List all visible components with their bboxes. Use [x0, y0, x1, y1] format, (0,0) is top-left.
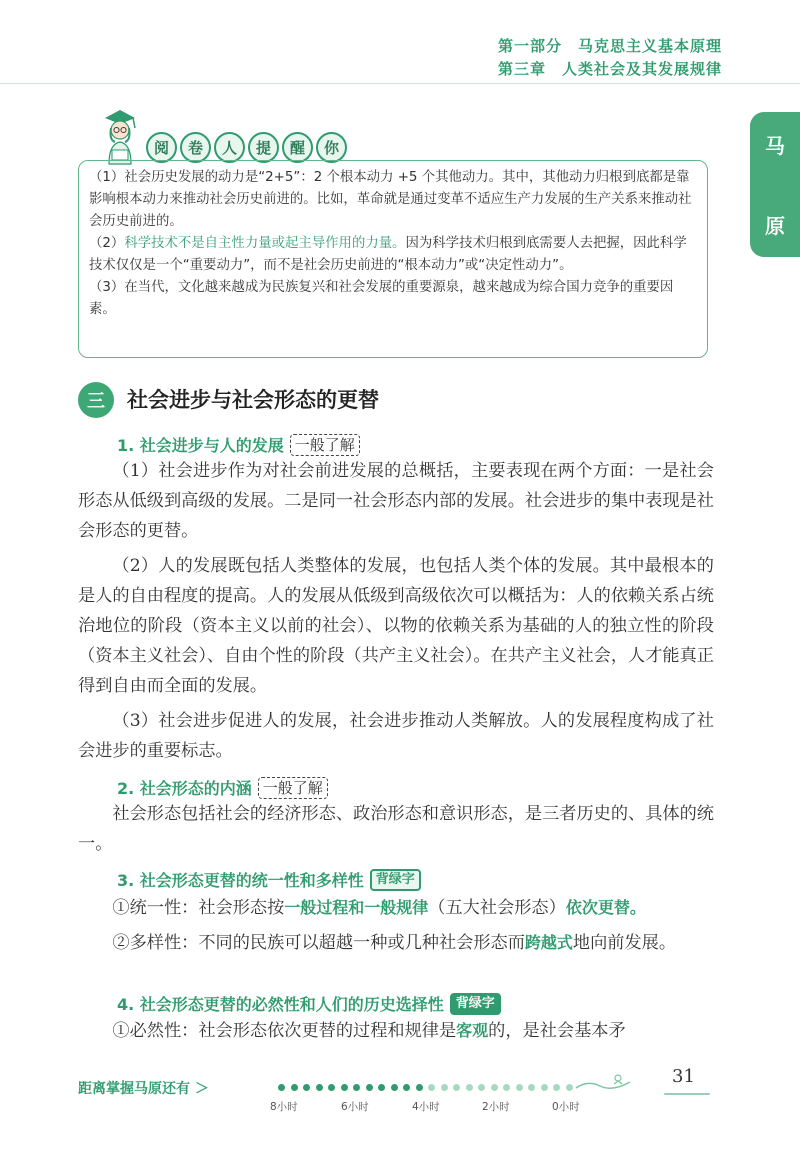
section-number-icon: 三: [78, 382, 114, 418]
reminder-title-char: 提: [248, 132, 279, 163]
progress-dot: [378, 1084, 385, 1091]
subsection-2-tag: 一般了解: [258, 777, 328, 799]
reminder-point-2-prefix: （2）: [89, 236, 125, 251]
progress-dot: [478, 1084, 485, 1091]
progress-dot: [341, 1084, 348, 1091]
side-tab-bottom: 原: [765, 214, 785, 238]
subsection-1-title: 1. 社会进步与人的发展: [117, 436, 284, 455]
text: （五大社会形态）: [428, 898, 566, 918]
subsection-1-heading: [117, 433, 360, 456]
progress-dot: [416, 1084, 423, 1091]
progress-label: 6小时: [341, 1101, 369, 1113]
subsection-4-heading: [117, 992, 501, 1015]
progress-dot: [453, 1084, 460, 1091]
subsection-4-body: [78, 1016, 714, 1046]
text: 的，是社会基本矛: [488, 1021, 626, 1041]
page-number-underline: [664, 1093, 710, 1095]
runner-icon: [574, 1070, 632, 1092]
reminder-title-char: 你: [316, 132, 347, 163]
subsection-1-tag: 一般了解: [290, 434, 360, 456]
progress-label: 4小时: [412, 1101, 440, 1113]
paragraph: （2）人的发展既包括人类整体的发展，也包括人类个体的发展。其中最根本的是人的自由程度的提高。人的发展从低级到高级依次可以概括为：人的依赖关系占统治地位的阶段（资本主义以前的社会）、以物的依赖关系为基础的人的独立性的阶段（资本主义社会）、自由个性的阶段（共产主义社会）。在共产主义社会，人才能真正得到自由而全面的发展。: [78, 556, 714, 696]
progress-dot: [303, 1084, 310, 1091]
progress-dot: [328, 1084, 335, 1091]
progress-dot: [553, 1084, 560, 1091]
progress-dot: [491, 1084, 498, 1091]
reminder-point-1: （1）社会历史发展的动力是“2+5”：2 个根本动力 +5 个其他动力。其中，其他动力归根到底都是靠影响根本动力来推动社会历史前进的。比如，革命就是通过变革不适应生产力发展的生产关系来推动社会历史前进的。: [89, 170, 692, 229]
progress-dot: [516, 1084, 523, 1091]
reminder-point-2-rest: 因为科学技术归根到底需要人去把握，因此科学技术仅仅是一个“重要动力”，而不是社会历史前进的“根本动力”或“决定性动力”。: [89, 236, 687, 273]
progress-label: 0小时: [552, 1101, 580, 1113]
subsection-3-tag: 背绿字: [370, 869, 421, 891]
text: ①统一性：社会形态按: [112, 898, 285, 918]
progress-dot: [316, 1084, 323, 1091]
reminder-title: [146, 132, 350, 163]
progress-dot: [441, 1084, 448, 1091]
progress-dot: [403, 1084, 410, 1091]
reminder-point-2-highlight: 科学技术不是自主性力量或起主导作用的力量。: [124, 236, 406, 251]
text: ②多样性：不同的民族可以超越一种或几种社会形态而: [112, 933, 525, 953]
teacher-mascot-icon: [97, 104, 143, 166]
progress-dot: [278, 1084, 285, 1091]
subsection-3-heading: [117, 868, 421, 891]
paragraph: [78, 928, 714, 958]
reminder-title-char: 醒: [282, 132, 313, 163]
paragraph: [78, 1016, 714, 1046]
text: ①必然性：社会形态依次更替的过程和规律是: [112, 1021, 457, 1041]
progress-dot: [541, 1084, 548, 1091]
keyword: 跨越式: [524, 933, 573, 952]
reminder-box: [78, 160, 708, 358]
subsection-2-heading: [117, 776, 328, 799]
progress-dot: [366, 1084, 373, 1091]
side-tab[interactable]: [750, 112, 800, 257]
side-tab-top: 马: [765, 134, 785, 158]
progress-label: 2小时: [482, 1101, 510, 1113]
header-chapter-title: 第三章 人类社会及其发展规律: [497, 60, 722, 78]
progress-dot: [353, 1084, 360, 1091]
subsection-4-title: 4. 社会形态更替的必然性和人们的历史选择性: [117, 995, 444, 1014]
header-divider: [0, 83, 800, 84]
paragraph: （1）社会进步作为对社会前进发展的总概括，主要表现在两个方面：一是社会形态从低级到高级的发展。二是同一社会形态内部的发展。社会进步的集中表现是社会形态的更替。: [78, 461, 714, 541]
progress-label: 8小时: [270, 1101, 298, 1113]
reminder-point-2: [89, 233, 697, 277]
paragraph: [78, 893, 714, 923]
reminder-title-char: 卷: [180, 132, 211, 163]
subsection-3-title: 3. 社会形态更替的统一性和多样性: [117, 871, 364, 890]
progress-dot: [566, 1084, 573, 1091]
subsection-1-body: [78, 456, 714, 766]
progress-dot: [291, 1084, 298, 1091]
keyword: 客观: [456, 1021, 489, 1040]
text: 地向前发展。: [572, 933, 677, 953]
subsection-2-body: [78, 799, 714, 859]
reminder-point-3: （3）在当代，文化越来越成为民族复兴和社会发展的重要源泉，越来越成为综合国力竞争的重要因素。: [89, 280, 674, 317]
reminder-title-char: 人: [214, 132, 245, 163]
progress-dot: [503, 1084, 510, 1091]
subsection-3-body: [78, 893, 714, 958]
subsection-2-title: 2. 社会形态的内涵: [117, 779, 252, 798]
keyword: 一般过程和一般规律: [284, 898, 429, 917]
page-number: 31: [672, 1066, 695, 1087]
paragraph: （3）社会进步促进人的发展，社会进步推动人类解放。人的发展程度构成了社会进步的重要标志。: [78, 711, 714, 761]
subsection-4-tag: 背绿字: [450, 993, 501, 1015]
progress-dot: [466, 1084, 473, 1091]
reminder-title-char: 阅: [146, 132, 177, 163]
keyword: 依次更替。: [565, 898, 646, 917]
section-title: 社会进步与社会形态的更替: [127, 388, 379, 412]
header-part-title: 第一部分 马克思主义基本原理: [497, 37, 722, 55]
paragraph: 社会形态包括社会的经济形态、政治形态和意识形态，是三者历史的、具体的统一。: [78, 804, 714, 854]
progress-dot: [528, 1084, 535, 1091]
progress-dot: [428, 1084, 435, 1091]
footer-progress-label: 距离掌握马原还有 ＞: [78, 1081, 209, 1097]
progress-dot: [391, 1084, 398, 1091]
